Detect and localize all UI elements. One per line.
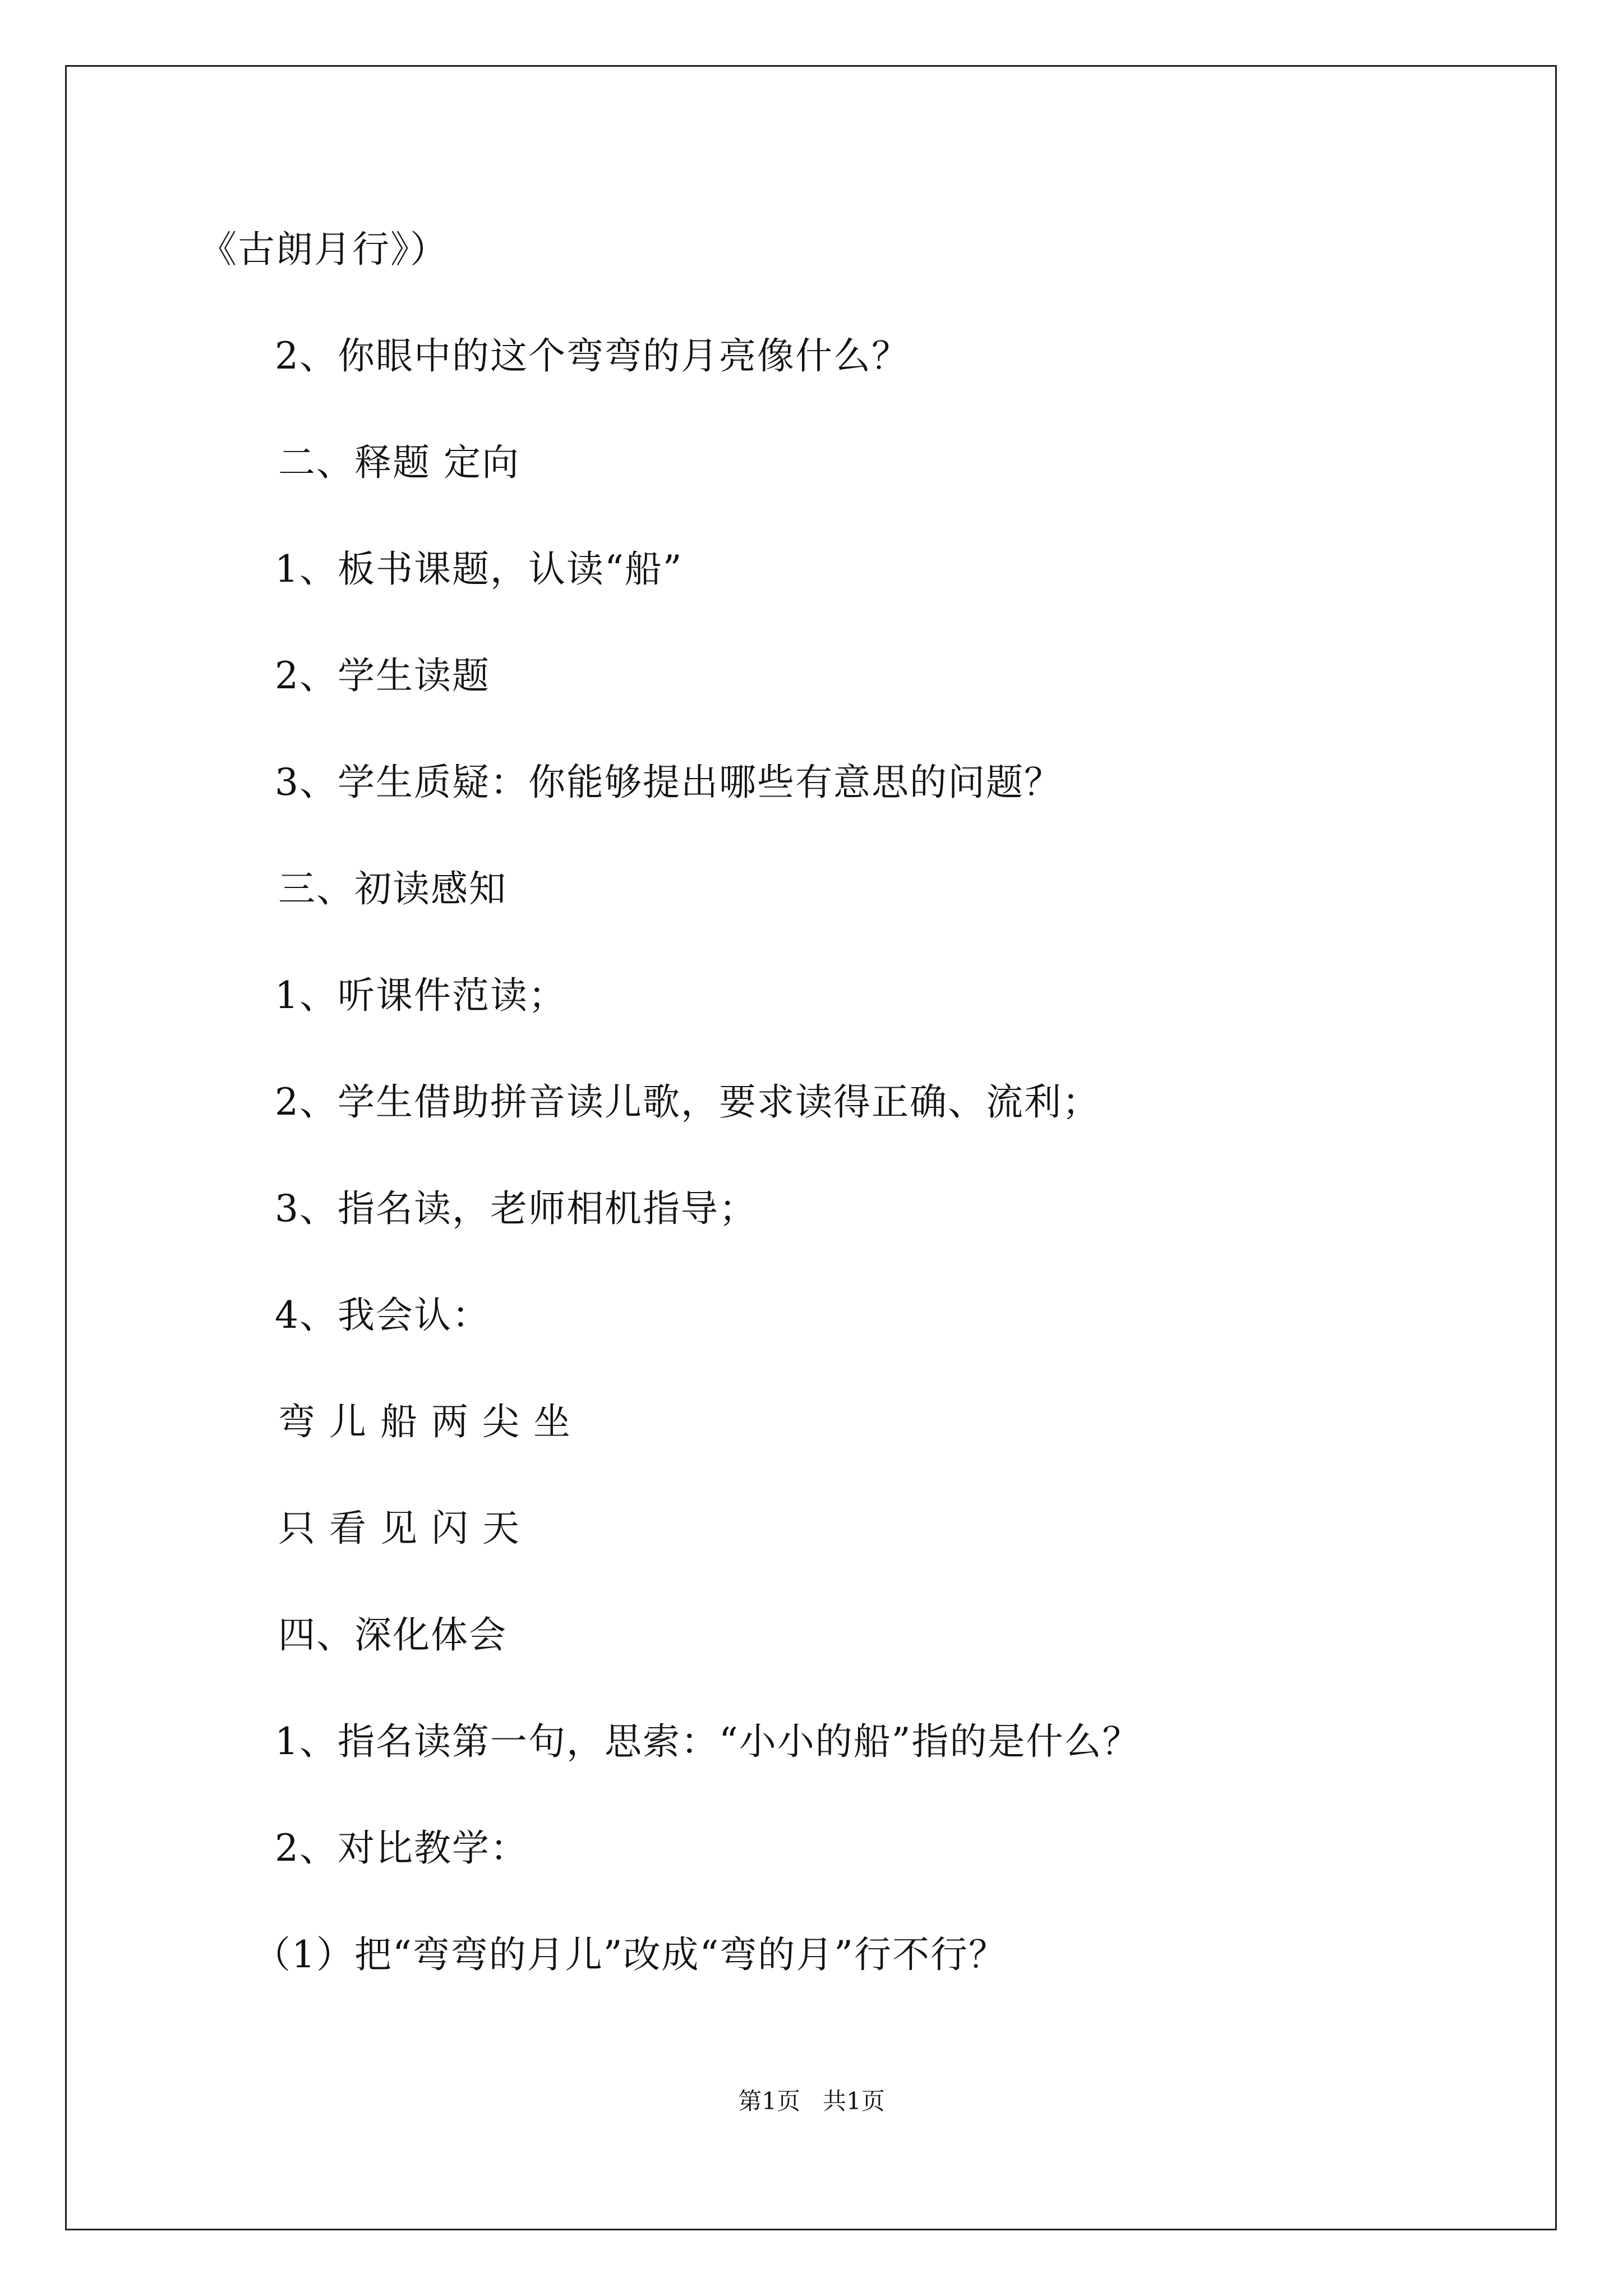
character-list-1: 弯 儿 船 两 尖 坐 [278,1400,571,1443]
text-line-15: 1、指名读第一句，思索：“小小的船”指的是什么？ [275,1720,1141,1763]
text-line-5: 2、学生读题 [275,654,490,697]
section-heading-2: 二、释题 定向 [278,441,520,484]
text-line-11: 4、我会认： [275,1294,490,1337]
text-line-16: 2、对比教学： [275,1826,528,1870]
page-border [65,65,1557,2230]
text-line-4: 1、板书课题，认读“船” [275,547,683,591]
text-line-17: （1）把“弯弯的月儿”改成“弯的月”行不行？ [253,1933,1007,1976]
text-line-6: 3、学生质疑：你能够提出哪些有意思的问题？ [275,761,1062,804]
text-line-9: 2、学生借助拼音读儿歌，要求读得正确、流利； [275,1080,1100,1124]
text-line-8: 1、听课件范读； [275,974,566,1017]
page-footer: 第1页 共1页 [738,2087,885,2115]
text-line-10: 3、指名读，老师相机指导； [275,1187,757,1230]
text-line-1: 《古朗月行》） [200,228,448,271]
section-heading-3: 三、初读感知 [278,867,507,910]
text-line-2: 2、你眼中的这个弯弯的月亮像什么？ [275,334,910,378]
character-list-2: 只 看 见 闪 天 [278,1507,520,1550]
section-heading-4: 四、深化体会 [278,1613,507,1657]
